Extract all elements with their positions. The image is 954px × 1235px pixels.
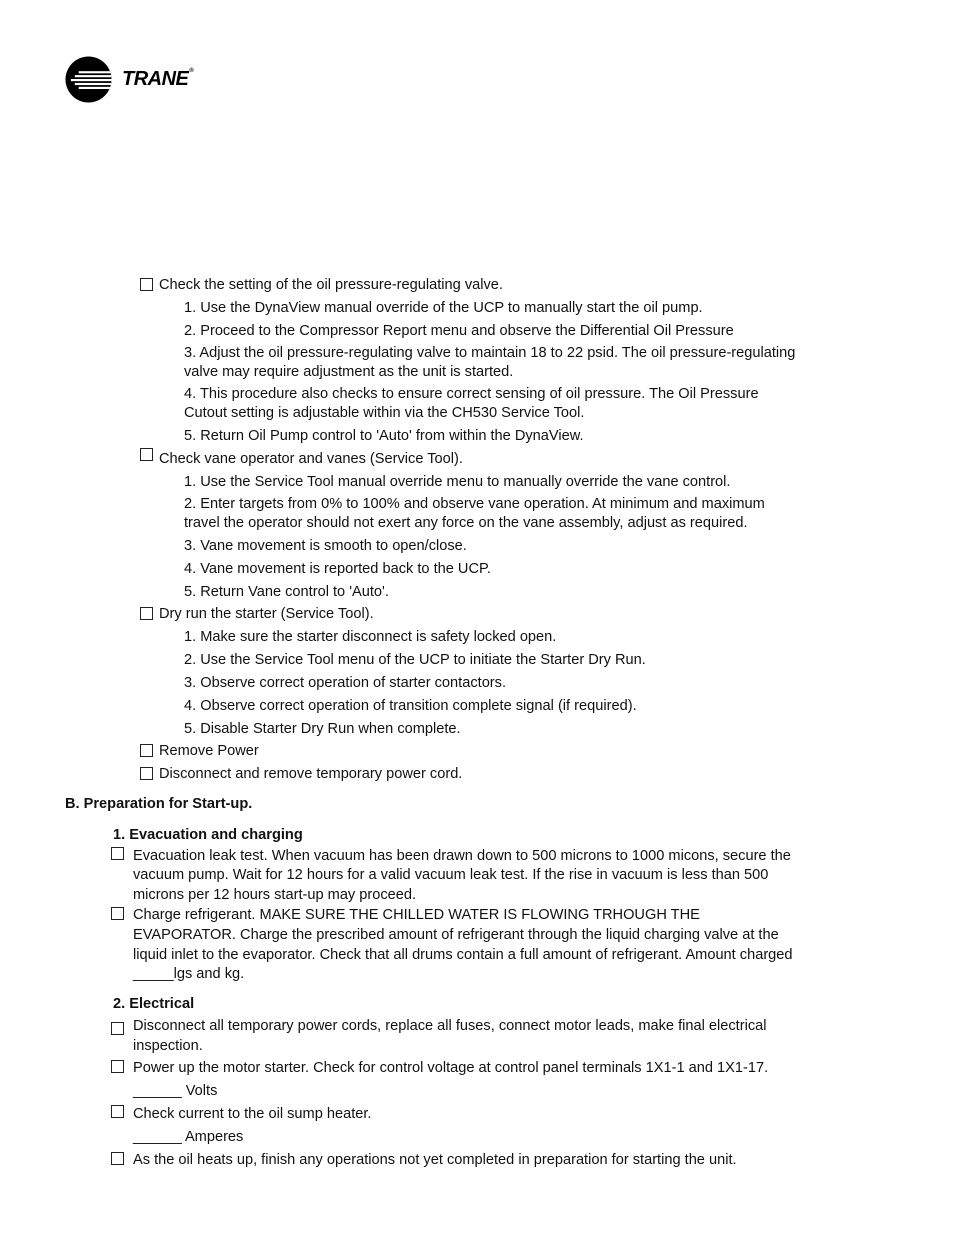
checkbox-oil-sump-heater[interactable] <box>111 1105 124 1118</box>
step-text: 5. Disable Starter Dry Run when complete. <box>184 721 461 737</box>
volts-field[interactable]: ______ Volts <box>133 1083 218 1099</box>
item-text: _____lgs and kg. <box>133 966 245 982</box>
step-text: valve may require adjustment as the unit is started. <box>184 364 514 380</box>
checkbox-remove-power[interactable] <box>140 744 153 757</box>
step-text: 2. Use the Service Tool menu of the UCP to initiate the Starter Dry Run. <box>184 652 646 668</box>
step-text: 2. Proceed to the Compressor Report menu and observe the Differential Oil Pressure <box>184 323 734 339</box>
trane-logo <box>65 55 193 103</box>
item-text: vacuum pump. Wait for 12 hours for a valid vacuum leak test. If the rise in vacuum is less than 500 <box>133 867 769 883</box>
step-text: 1. Make sure the starter disconnect is safety locked open. <box>184 629 557 645</box>
checkbox-oil-heats-up[interactable] <box>111 1152 124 1165</box>
item-text: inspection. <box>133 1038 203 1054</box>
brand-name: TRANE® <box>122 67 194 90</box>
item-label-remove-power: Remove Power <box>159 743 259 759</box>
step-text: 3. Vane movement is smooth to open/close. <box>184 538 467 554</box>
checkbox-vane-operator[interactable] <box>140 448 153 461</box>
amperes-field[interactable]: ______ Amperes <box>133 1129 244 1145</box>
item-text: Power up the motor starter. Check for control voltage at control panel terminals 1X1-1 and 1X1-17. <box>133 1060 769 1076</box>
checkbox-power-up-starter[interactable] <box>111 1060 124 1073</box>
step-text: 3. Adjust the oil pressure-regulating valve to maintain 18 to 22 psid. The oil pressure-regulating <box>184 345 796 361</box>
item-label-disconnect-temp-cord: Disconnect and remove temporary power cord. <box>159 766 463 782</box>
item-text: liquid inlet to the evaporator. Check that all drums contain a full amount of refrigerant. Amount charged <box>133 947 793 963</box>
subsection-title-evacuation: 1. Evacuation and charging <box>113 827 303 843</box>
item-text: Check current to the oil sump heater. <box>133 1106 372 1122</box>
step-text: 1. Use the DynaView manual override of the UCP to manually start the oil pump. <box>184 300 703 316</box>
subsection-title-electrical: 2. Electrical <box>113 996 195 1012</box>
item-text: microns per 12 hours start-up may proceed. <box>133 887 417 903</box>
item-text: Disconnect all temporary power cords, replace all fuses, connect motor leads, make final electrical <box>133 1018 767 1034</box>
checkbox-dry-run-starter[interactable] <box>140 607 153 620</box>
item-text: EVAPORATOR. Charge the prescribed amount of refrigerant through the liquid charging valve at the <box>133 927 779 943</box>
item-text: Charge refrigerant. MAKE SURE THE CHILLED WATER IS FLOWING TRHOUGH THE <box>133 907 700 923</box>
checkbox-charge-refrigerant[interactable] <box>111 907 124 920</box>
item-label-vane-operator: Check vane operator and vanes (Service Tool). <box>159 451 463 467</box>
checkbox-disconnect-temp-cords[interactable] <box>111 1022 124 1035</box>
step-text: 3. Observe correct operation of starter contactors. <box>184 675 507 691</box>
trane-globe-icon <box>65 56 112 103</box>
step-text: 5. Return Oil Pump control to 'Auto' from within the DynaView. <box>184 428 584 444</box>
step-text: Cutout setting is adjustable within via the CH530 Service Tool. <box>184 405 585 421</box>
step-text: 2. Enter targets from 0% to 100% and observe vane operation. At minimum and maximum <box>184 496 765 512</box>
step-text: travel the operator should not exert any force on the vane assembly, adjust as required. <box>184 515 748 531</box>
item-label-dry-run-starter: Dry run the starter (Service Tool). <box>159 606 374 622</box>
checkbox-evacuation-leak-test[interactable] <box>111 847 124 860</box>
step-text: 4. This procedure also checks to ensure correct sensing of oil pressure. The Oil Pressure <box>184 386 759 402</box>
step-text: 1. Use the Service Tool manual override menu to manually override the vane control. <box>184 474 731 490</box>
step-text: 5. Return Vane control to 'Auto'. <box>184 584 389 600</box>
step-text: 4. Vane movement is reported back to the UCP. <box>184 561 491 577</box>
checkbox-oil-pressure-valve[interactable] <box>140 278 153 291</box>
item-text: Evacuation leak test. When vacuum has been drawn down to 500 microns to 1000 micons, secure the <box>133 848 791 864</box>
section-b-title: B. Preparation for Start-up. <box>65 796 253 812</box>
item-label-oil-pressure-valve: Check the setting of the oil pressure-regulating valve. <box>159 277 503 293</box>
step-text: 4. Observe correct operation of transition complete signal (if required). <box>184 698 637 714</box>
item-text: As the oil heats up, finish any operations not yet completed in preparation for starting the unit. <box>133 1152 737 1168</box>
checkbox-disconnect-temp-cord[interactable] <box>140 767 153 780</box>
